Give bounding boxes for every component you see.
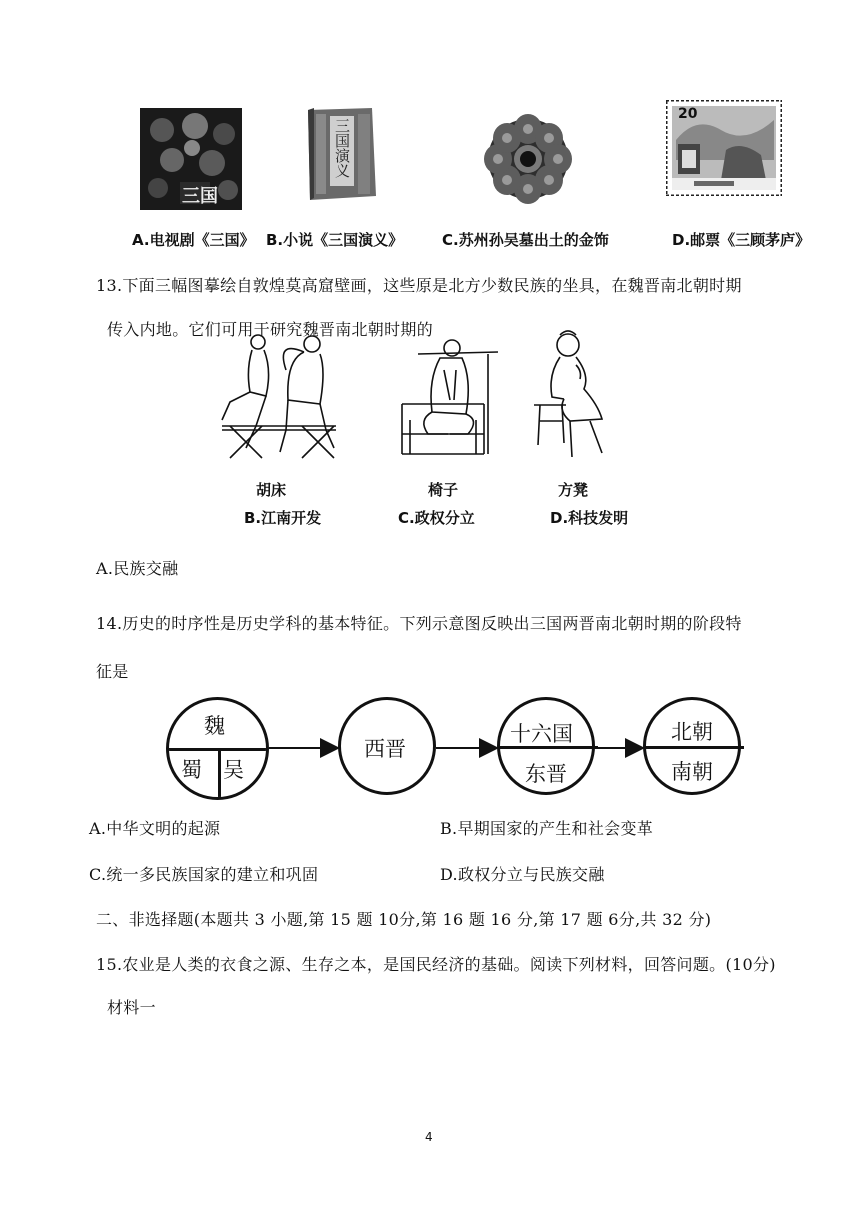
novel-spine-text: 三国演义 xyxy=(333,118,351,178)
c3-sixteen-text: 十六国 xyxy=(510,722,573,746)
q14-option-d: D.政权分立与民族交融 xyxy=(440,865,605,884)
q13-stem-line1: 13.下面三幅图摹绘自敦煌莫高窟壁画，这些原是北方少数民族的坐具，在魏晋南北朝时期 xyxy=(96,276,742,295)
stamp-image xyxy=(666,100,782,196)
section2-heading: 二、非选择题(本题共 3 小题,第 15 题 10分,第 16 题 16 分,第 17 题 6分,共 32 分) xyxy=(96,910,712,929)
q15-stem: 15.农业是人类的衣食之源、生存之本，是国民经济的基础。阅读下列材料，回答问题。(10分) xyxy=(96,955,776,974)
c3-eastern-jin-text: 东晋 xyxy=(525,762,567,786)
q14-option-c: C.统一多民族国家的建立和巩固 xyxy=(89,865,319,884)
q12-option-d-caption: D.邮票《三顾茅庐》 xyxy=(672,231,811,249)
q12-option-c-caption: C.苏州孙吴墓出土的金饰 xyxy=(442,231,609,249)
c1-shu-text: 蜀 xyxy=(181,758,202,782)
q12-option-b-caption: B.小说《三国演义》 xyxy=(266,231,404,249)
q14-stem-line2: 征是 xyxy=(96,662,129,681)
chair-figure xyxy=(388,330,498,460)
q13-option-b: B.江南开发 xyxy=(244,509,322,527)
c1-wu-text: 吴 xyxy=(223,758,244,782)
gold-ornament-image xyxy=(480,112,576,206)
q13-option-a: A.民族交融 xyxy=(96,559,179,578)
c1-wei-text: 魏 xyxy=(204,714,225,738)
c4-south-text: 南朝 xyxy=(671,760,713,784)
q12-option-a-caption: A.电视剧《三国》 xyxy=(132,231,255,249)
fangdeng-figure xyxy=(530,325,610,463)
q15-material1-label: 材料一 xyxy=(107,998,156,1017)
q13-label-chair: 椅子 xyxy=(428,481,459,499)
huchuang-figure xyxy=(216,330,346,462)
q13-option-c: C.政权分立 xyxy=(398,509,475,527)
q14-stem-line1: 14.历史的时序性是历史学科的基本特征。下列示意图反映出三国两晋南北朝时期的阶段特 xyxy=(96,614,742,633)
q13-stem-line2: 传入内地。它们可用于研究魏晋南北朝时期的 xyxy=(107,320,434,339)
q13-label-stool: 方凳 xyxy=(558,481,589,499)
c4-north-text: 北朝 xyxy=(671,720,713,744)
page-number: 4 xyxy=(425,1130,433,1144)
novel-book-image xyxy=(300,106,380,202)
q14-option-a: A.中华文明的起源 xyxy=(89,819,221,838)
q14-option-b: B.早期国家的产生和社会变革 xyxy=(440,819,654,838)
q13-label-huchuang: 胡床 xyxy=(256,481,287,499)
tv-title-text: 三国 xyxy=(182,186,218,207)
q13-option-d: D.科技发明 xyxy=(550,509,629,527)
stamp-value-text: 20 xyxy=(678,106,698,122)
tv-drama-image xyxy=(140,108,242,210)
c2-xijin-text: 西晋 xyxy=(364,737,406,761)
